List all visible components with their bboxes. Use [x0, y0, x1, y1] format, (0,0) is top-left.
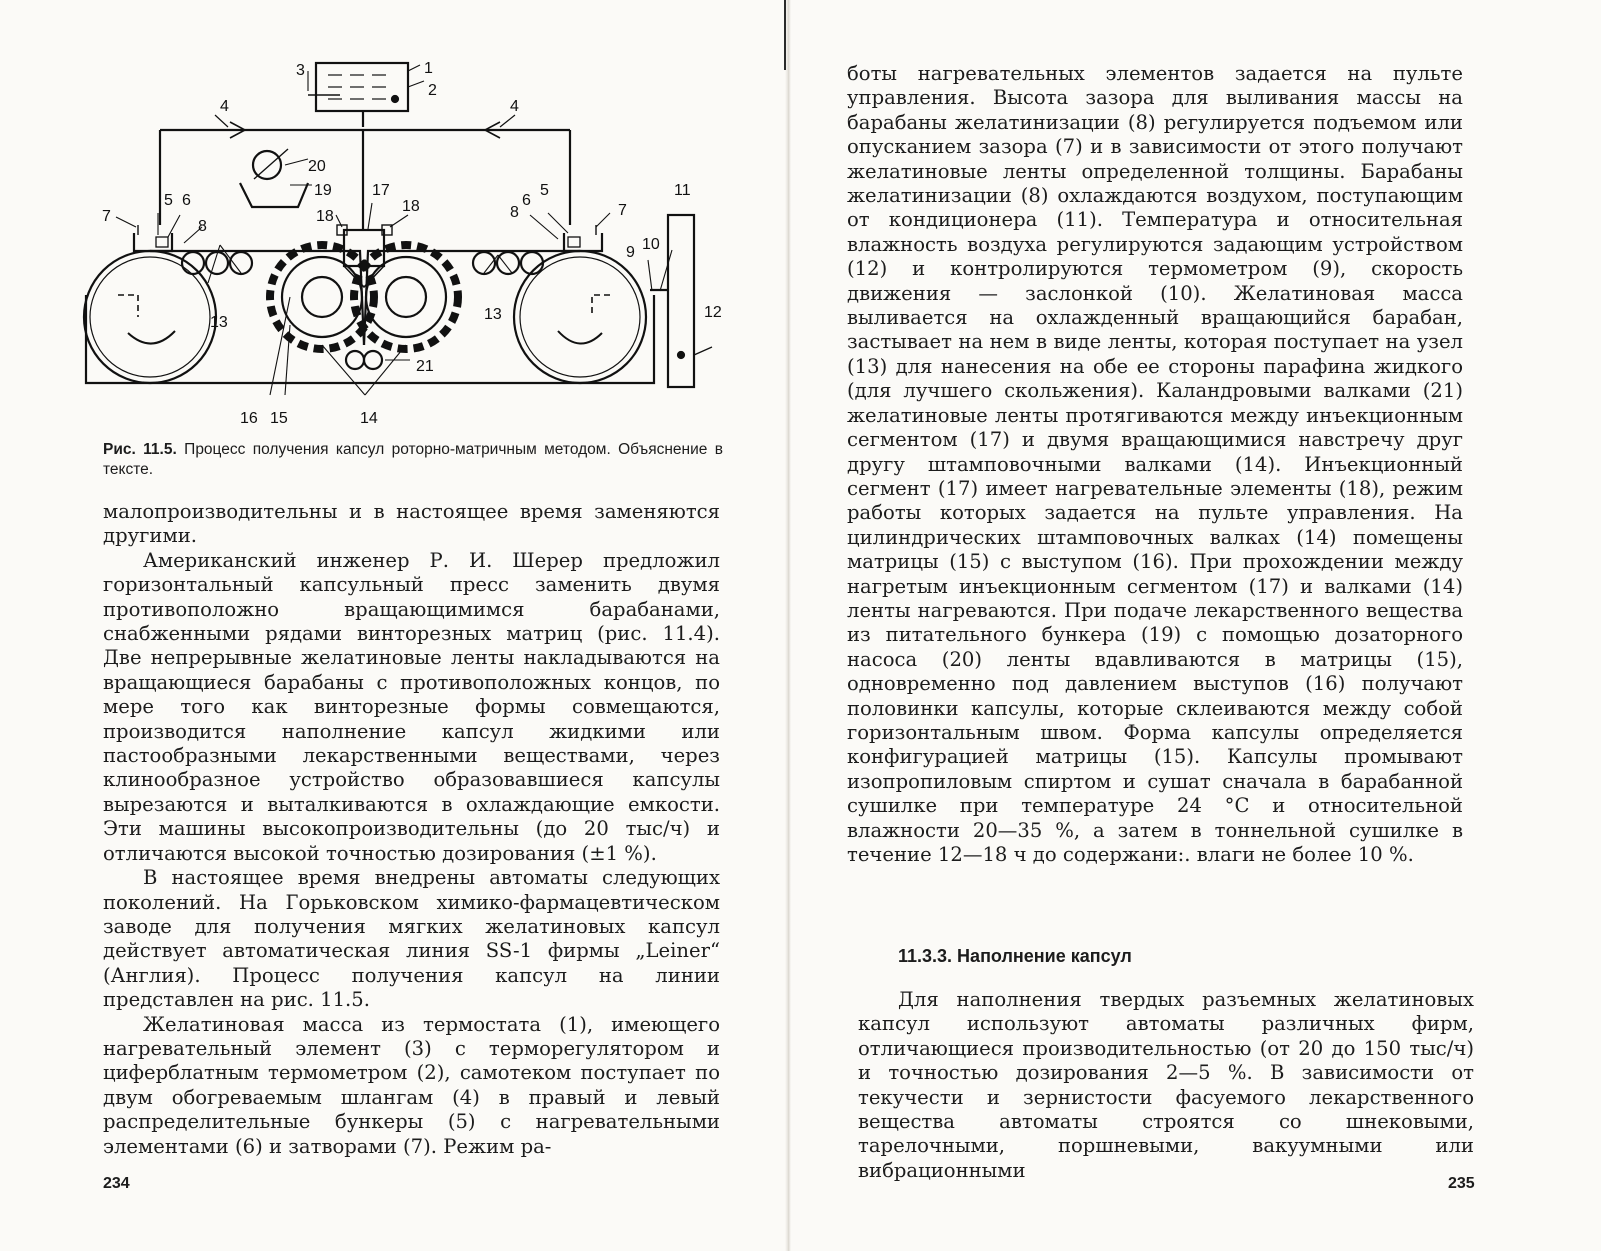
label-9: 9 — [626, 244, 635, 261]
page-number-right: 235 — [1448, 1175, 1475, 1192]
right-distributor — [564, 233, 602, 251]
caption-lead: Рис. 11.5. — [103, 441, 177, 458]
label-10: 10 — [642, 236, 660, 253]
right-page-body — [847, 62, 1463, 867]
dosing-pump-symbol — [253, 151, 281, 179]
paragraph: боты нагревательных элементов задается на пульте управления. Высота зазора для выливания массы на барабаны желатинизации (8) регулируется подъемом или опусканием зазора (7) и в зависимости от этого получают желатиновые ленты определенной толщины. Барабаны желатинизации (8) охлаждаются воздухом, поступающим от кондиционера (11). Температура и относительная влажность воздуха регулируются задающим устройством (12) и контролируются термометром (9), скорость движения — заслонкой (10). Желатиновая масса выливается на охлажденный вращающийся барабан, застывает на нем в виде ленты, которая поступает на узел (13) для нанесения на обе ее стороны парафина жидкого (для лучшего скольжения). Каландровыми валками (21) желатиновые ленты протягиваются между инъекционным сегментом (17) и двумя вращающимися навстречу друг другу штамповочными валками (14). Инъекционный сегмент (17) имеет нагревательные элементы (18), режим работы которых задается на пульте управления. На цилиндрических штамповочных валках (14) помещены матрицы (15) с выступом (16). При прохождении между нагретым инъекционным сегментом (17) и валками (14) ленты нагреваются. При подаче лекарственного вещества из питательного бункера (19) с помощью дозаторного насоса (20) ленты вдавливаются в матрицы (15), одновременно под давлением выступов (16) получают половинки капсулы, которые склеиваются между собой горизонтальным швом. Форма капсулы определяется конфигурацией матрицы (15). Капсулы промывают изопропиловым спиртом и сушат сначала в барабанной сушилке при температуре 24 °C и относительной влажности 20—35 %, а затем в тоннельной сушилке в течение 12—18 ч до содержани:. влаги не более 10 %. — [847, 62, 1463, 866]
left-gelatinization-drum — [84, 251, 216, 383]
feed-hopper — [240, 183, 308, 207]
label-6-left: 6 — [182, 192, 191, 209]
label-18-right: 18 — [402, 198, 420, 215]
air-conditioner — [668, 215, 694, 387]
paragraph: Желатиновая масса из термостата (1), имеющего нагревательный элемент (3) с терморегулятором и циферблатным термометром (2), самотеком поступает по двум обогреваемым шлангам (4) в правый и левый распределительные бункеры (5) с нагревательными элементами (6) и затворами (7). Режим ра- — [103, 1012, 720, 1158]
label-1: 1 — [424, 60, 433, 77]
label-17: 17 — [372, 182, 390, 199]
paragraph: малопроизводительны и в настоящее время заменяются другими. — [103, 500, 720, 548]
page-number-left: 234 — [103, 1175, 130, 1192]
label-11: 11 — [674, 182, 691, 199]
label-2: 2 — [428, 82, 437, 99]
label-6-right: 6 — [522, 192, 531, 209]
label-18-left: 18 — [316, 208, 334, 225]
label-7-left: 7 — [102, 208, 111, 225]
label-15: 15 — [270, 410, 288, 427]
gutter-mark — [784, 0, 786, 70]
left-page-body — [103, 500, 720, 1159]
label-12: 12 — [704, 304, 722, 321]
label-19: 19 — [314, 182, 332, 199]
left-stamping-roll — [270, 245, 374, 349]
right-stamping-roll — [354, 245, 458, 349]
label-14: 14 — [360, 410, 378, 427]
left-page — [0, 0, 790, 1251]
label-16: 16 — [240, 410, 258, 427]
diagram-svg — [80, 55, 740, 435]
section-heading: 11.3.3. Наполнение капсул — [898, 946, 1132, 966]
label-5-right: 5 — [540, 182, 549, 199]
right-page-body-2 — [858, 988, 1474, 1183]
label-13-left: 13 — [210, 314, 228, 331]
label-8-left: 8 — [198, 218, 207, 235]
label-20: 20 — [308, 158, 326, 175]
paragraph: Для наполнения твердых разъемных желатиновых капсул используют автоматы различных фирм, отличающиеся производительностью (от 20 до 150 тыс/ч) и точностью дозирования 2—5 %. В зависимости от текучести и зернистости фасуемого лекарственного вещества автоматы строятся со шнековыми, тарелочными, поршневыми, вакуумными или вибрационными — [858, 988, 1474, 1182]
label-21: 21 — [416, 358, 434, 375]
paragraph: В настоящее время внедрены автоматы следующих поколений. На Горьковском химико-фармацевтическом заводе для получения мягких желатиновых капсул действует автоматическая линия SS-1 фирмы „Leiner“ (Англия). Процесс получения капсул на линии представлен на рис. 11.5. — [103, 866, 720, 1012]
label-7-right: 7 — [618, 202, 627, 219]
label-8-right: 8 — [510, 204, 519, 221]
left-distributor — [134, 233, 172, 251]
label-5-left: 5 — [164, 192, 173, 209]
paragraph: Американский инженер Р. И. Шерер предложил горизонтальный капсульный пресс заменить двумя противоположно вращающимимся барабанами, снабженными рядами винторезных матриц (рис. 11.4). Две непрерывные желатиновые ленты накладываются на вращающиеся барабаны с противоположных концов, по мере того как винторезные формы совмещаются, производится наполнение капсул жидкими или пастообразными лекарственными веществами, через клинообразное устройство образовавшиеся капсулы вырезаются и выталкиваются в охлаждающие емкости. Эти машины высокопроизводительны (до 20 тыс/ч) и отличаются высокой точностью дозирования (±1 %). — [103, 548, 720, 865]
caption-text: Процесс получения капсул роторно-матричным методом. Объяснение в тексте. — [103, 441, 724, 478]
label-4-left: 4 — [220, 98, 229, 115]
label-3: 3 — [296, 62, 305, 79]
label-13-right: 13 — [484, 306, 502, 323]
label-4-right: 4 — [510, 98, 519, 115]
right-gelatinization-drum — [514, 251, 646, 383]
figure-capsule-process-diagram — [80, 55, 740, 435]
figure-caption — [103, 440, 723, 480]
